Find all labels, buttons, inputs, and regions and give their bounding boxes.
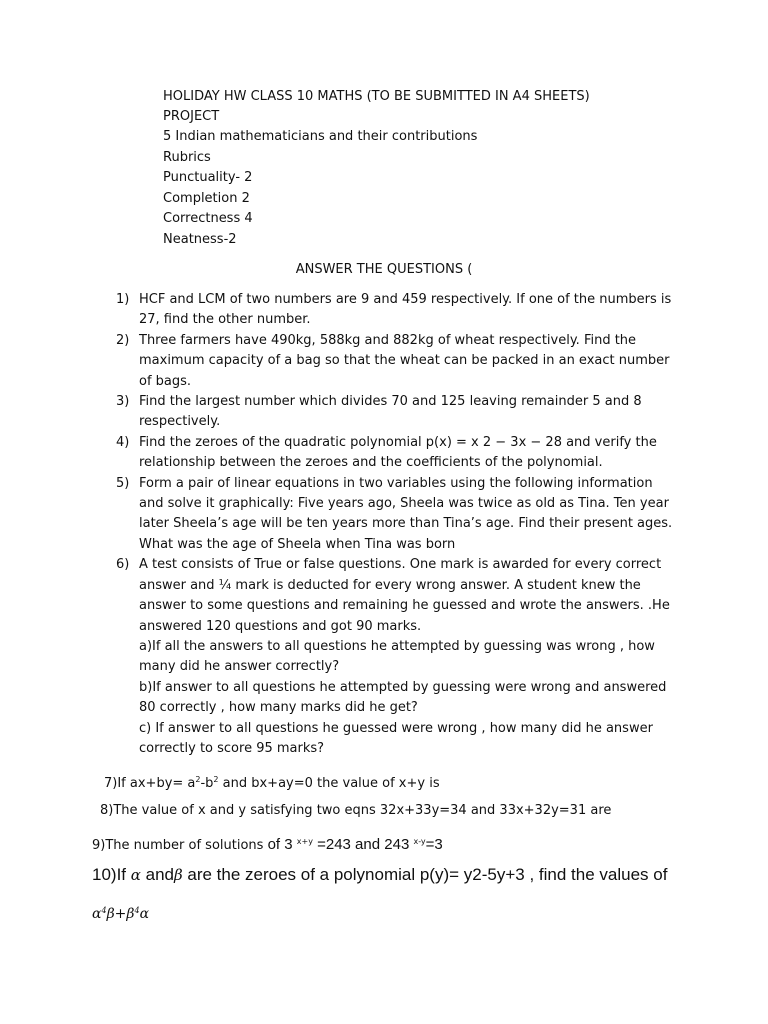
question-7: 7)If $ax+by= a^2-b^2$ and bx+ay=0 the value of x+y is xyxy=(104,775,440,791)
question-number: 2) xyxy=(116,332,130,348)
question-6-part-a: a)If all the answers to all questions he attempted by guessing was wrong , how many did he answer correctly? xyxy=(139,638,655,675)
rubric-neatness: Neatness-2 xyxy=(163,232,237,247)
question-text: Form a pair of linear equations in two variables using the following information and solve it graphically: Five years ago, Sheela was twice as old as Tina. Ten year later Sheela’s age will be ten years more than Tina’s age. Find their present ages. What was the age of Sheela when Tina was born xyxy=(139,475,673,552)
question-1 xyxy=(0,290,674,331)
project-label: PROJECT xyxy=(163,109,220,124)
question-text: Find the zeroes of the quadratic polynomial p(x) = x 2 − 3x − 28 and verify the relationship between the zeroes and the coefficients of the polynomial. xyxy=(139,434,657,471)
question-6-part-c: c) If answer to all questions he guessed were wrong , how many did he answer correctly to score 95 marks? xyxy=(139,720,653,756)
project-topic: 5 Indian mathematicians and their contributions xyxy=(163,129,478,144)
question-6-part-b: b)If answer to all questions he attempted by guessing were wrong and answered 80 correctly , how many marks did he get? xyxy=(139,679,667,716)
rubric-punctuality: Punctuality- 2 xyxy=(163,170,253,185)
question-list xyxy=(0,290,768,759)
question-number: 3) xyxy=(116,394,130,410)
question-number: 1) xyxy=(116,292,130,307)
question-5 xyxy=(0,474,674,556)
question-6 xyxy=(0,555,674,759)
question-text: A test consists of True or false questions. One mark is awarded for every correct answer and ¼ mark is deducted for every wrong answer. A student knew the answer to some questions and remaining he guessed and wrote the answers. .He answered 120 questions and got 90 marks. xyxy=(139,557,670,634)
alpha-symbol: α xyxy=(130,866,141,884)
rubrics-label: Rubrics xyxy=(163,150,211,165)
question-8: 8)The value of x and y satisfying two eqns 32x+33y=34 and 33x+32y=31 are xyxy=(100,803,612,818)
question-9: 9)The number of solutions of 3 $^{x+y}$ =243 and 243 $^{x-y}$=3 xyxy=(92,836,443,853)
section-heading: ANSWER THE QUESTIONS ( xyxy=(295,262,473,277)
question-10-expression: $\alpha^4\beta+\beta^4\alpha$ xyxy=(92,906,150,922)
question-text: Find the largest number which divides 70 and 125 leaving remainder 5 and 8 respectively. xyxy=(139,394,642,430)
title-line: HOLIDAY HW CLASS 10 MATHS (TO BE SUBMITTED IN A4 SHEETS) xyxy=(163,89,590,104)
beta-symbol: β xyxy=(173,866,183,884)
question-text: HCF and LCM of two numbers are 9 and 459 respectively. If one of the numbers is 27, find the other number. xyxy=(139,292,672,328)
question-3 xyxy=(0,392,674,433)
question-number: 5) xyxy=(116,475,130,491)
rubric-completion: Completion 2 xyxy=(163,191,250,206)
question-number: 4) xyxy=(116,434,130,450)
question-text: Three farmers have 490kg, 588kg and 882kg of wheat respectively. Find the maximum capacity of a bag so that the wheat can be packed in an exact number of bags. xyxy=(139,332,670,389)
question-4 xyxy=(0,433,674,474)
rubric-correctness: Correctness 4 xyxy=(163,211,253,226)
question-10: 10)If α andβ are the zeroes of a polynomial p(y)= y2-5y+3 , find the values of xyxy=(92,865,668,884)
question-number: 6) xyxy=(116,557,130,573)
question-2 xyxy=(0,331,674,392)
